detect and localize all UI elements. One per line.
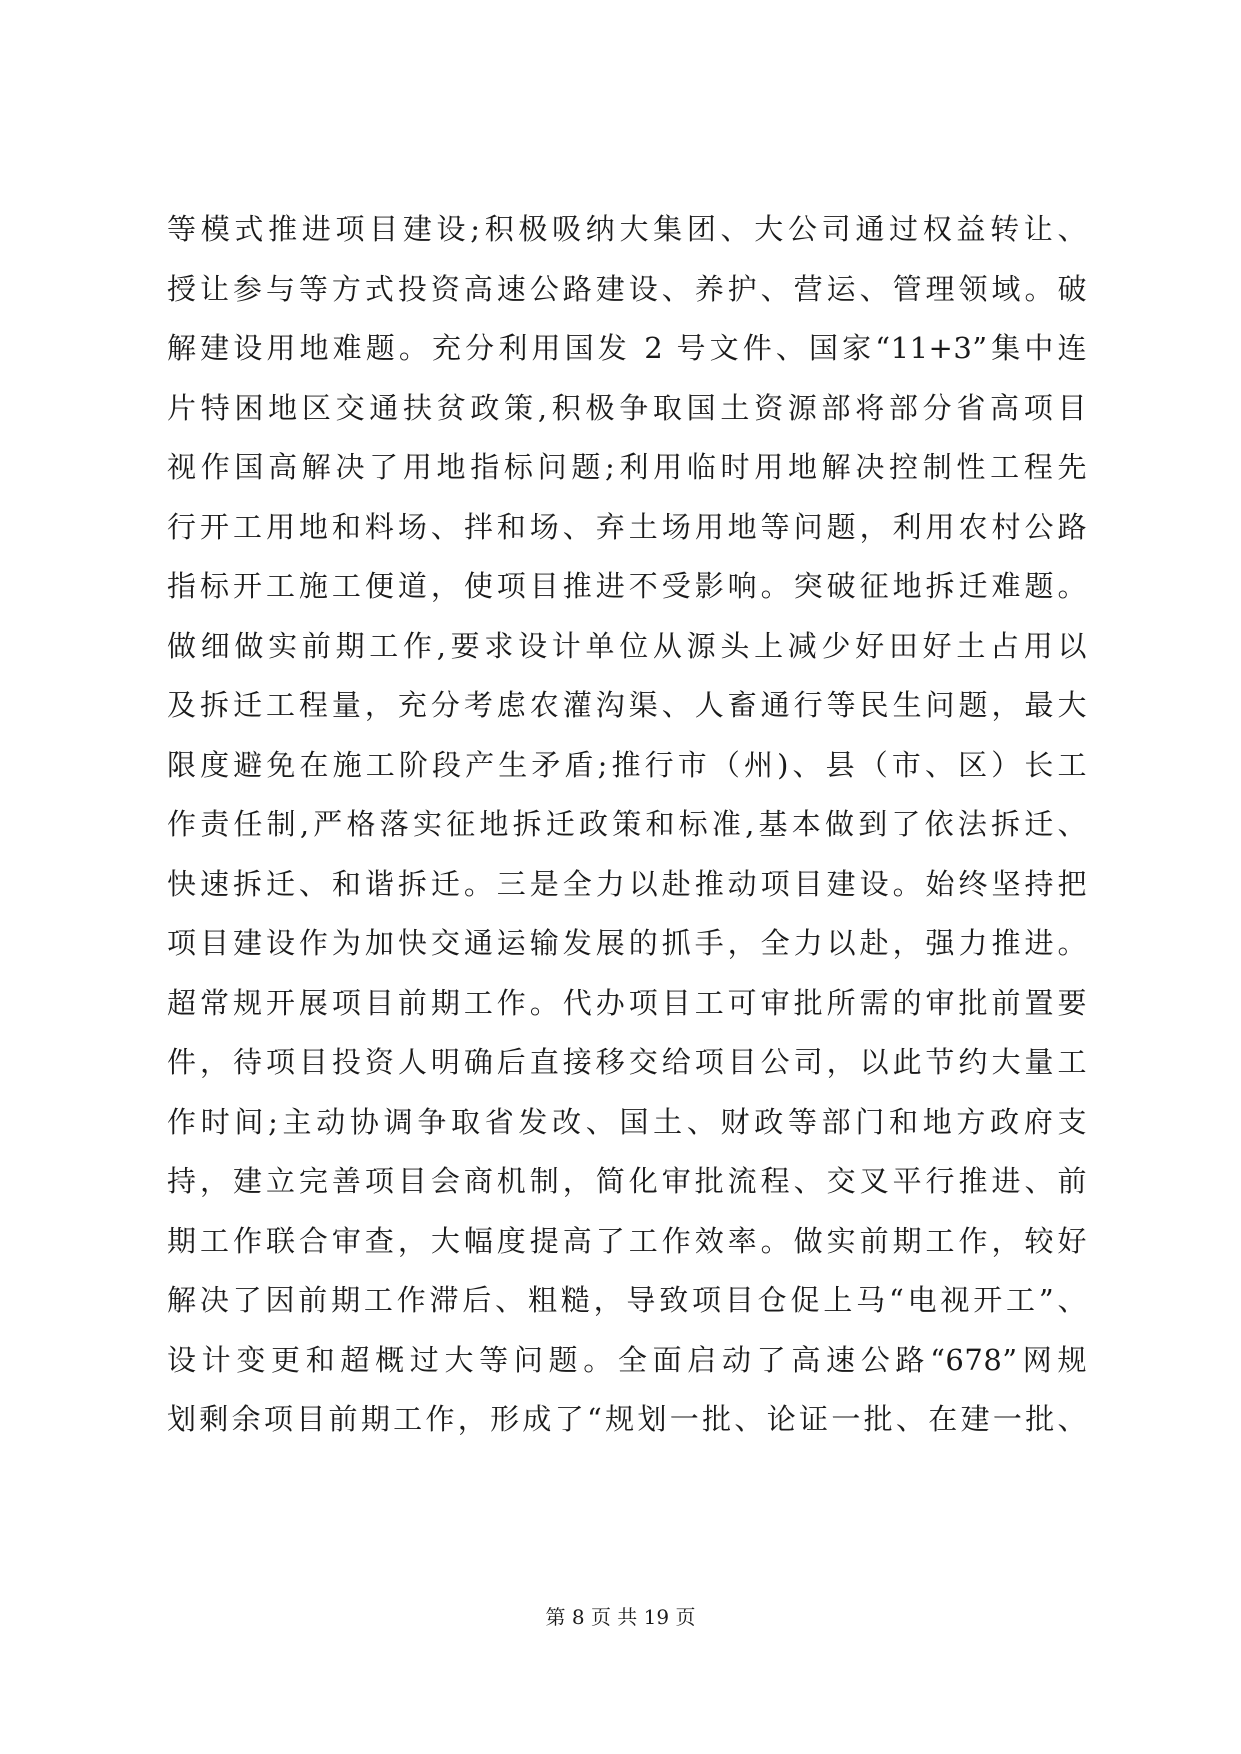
text-line: 片特困地区交通扶贫政策,积极争取国土资源部将部分省高项目 (167, 390, 1087, 425)
text-line: 授让参与等方式投资高速公路建设、养护、营运、管理领域。破 (167, 271, 1087, 306)
text-line: 指标开工施工便道，使项目推进不受影响。突破征地拆迁难题。 (167, 569, 1087, 603)
text-line: 及拆迁工程量，充分考虑农灌沟渠、人畜通行等民生问题，最大 (167, 688, 1087, 722)
text-line: 件，待项目投资人明确后直接移交给项目公司，以此节约大量工 (167, 1045, 1087, 1079)
text-line: 期工作联合审查，大幅度提高了工作效率。做实前期工作，较好 (167, 1223, 1087, 1258)
body-text (167, 200, 1087, 1450)
text-line: 设计变更和超概过大等问题。全面启动了高速公路“678”网规 (167, 1342, 1087, 1377)
text-line: 作时间;主动协调争取省发改、国土、财政等部门和地方政府支 (167, 1104, 1087, 1139)
text-line: 等模式推进项目建设;积极吸纳大集团、大公司通过权益转让、 (167, 212, 1087, 246)
text-line: 项目建设作为加快交通运输发展的抓手，全力以赴，强力推进。 (167, 926, 1087, 960)
text-line: 持，建立完善项目会商机制，简化审批流程、交叉平行推进、前 (167, 1164, 1087, 1198)
text-line: 行开工用地和料场、拌和场、弃土场用地等问题，利用农村公路 (167, 509, 1087, 544)
text-line: 限度避免在施工阶段产生矛盾;推行市（州)、县（市、区）长工 (167, 747, 1087, 782)
text-line: 超常规开展项目前期工作。代办项目工可审批所需的审批前置要 (167, 985, 1087, 1020)
text-line: 做细做实前期工作,要求设计单位从源头上减少好田好土占用以 (167, 628, 1087, 663)
text-line: 快速拆迁、和谐拆迁。三是全力以赴推动项目建设。始终坚持把 (167, 866, 1087, 901)
text-line: 解建设用地难题。充分利用国发 2 号文件、国家“11+3”集中连 (167, 331, 1087, 365)
text-line: 视作国高解决了用地指标问题;利用临时用地解决控制性工程先 (167, 450, 1087, 484)
text-line: 解决了因前期工作滞后、粗糙，导致项目仓促上马“电视开工”、 (167, 1283, 1087, 1317)
text-line: 作责任制,严格落实征地拆迁政策和标准,基本做到了依法拆迁、 (167, 807, 1087, 841)
text-line: 划剩余项目前期工作，形成了“规划一批、论证一批、在建一批、 (167, 1402, 1087, 1436)
page-number-footer: 第 8 页 共 19 页 (545, 1605, 696, 1629)
